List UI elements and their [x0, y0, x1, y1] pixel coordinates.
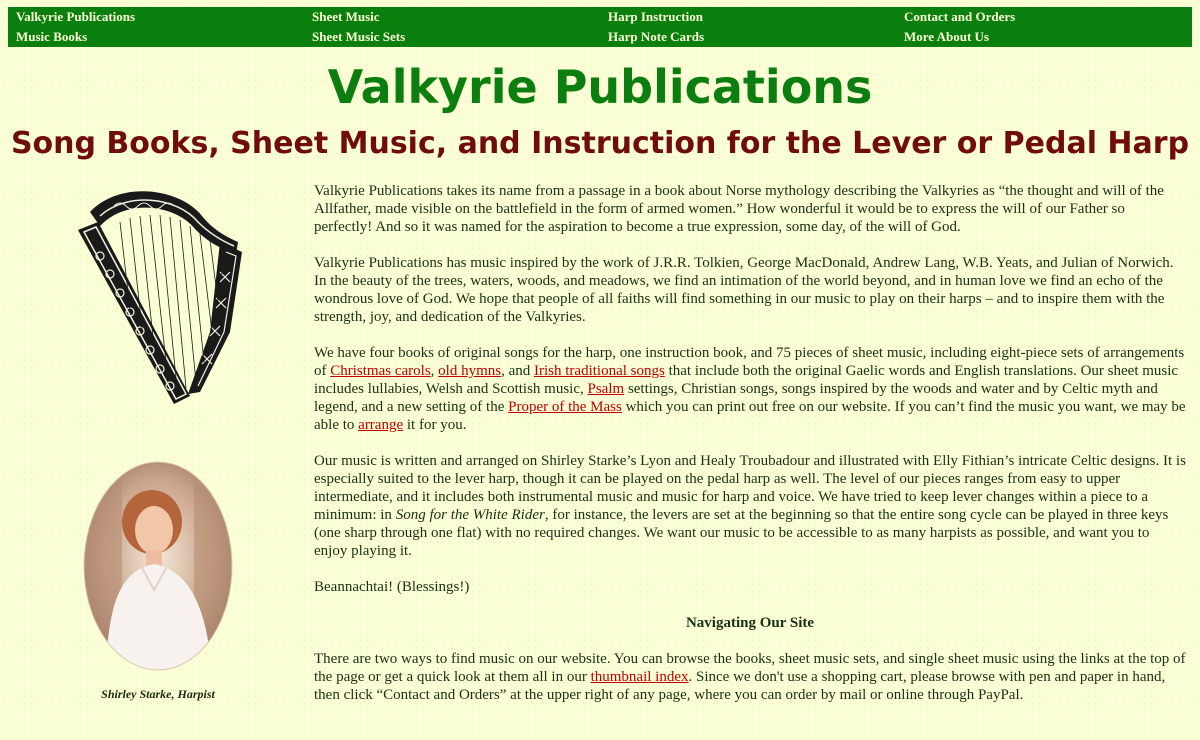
portrait-caption: Shirley Starke, Harpist [101, 687, 215, 701]
intro-paragraph: Valkyrie Publications takes its name from a passage in a book about Norse mythology describing the Valkyries as “the thought and will of the Allfather, made visible on the battlefield in the form of armed women.” How wonderful it would be to express the will of our Father so perfectly! And so it was named for the aspiration to become a true expression, some day, of the will of God. [314, 183, 1164, 235]
nav-link-sheet-music-sets[interactable]: Sheet Music Sets [312, 29, 406, 44]
text-span: settings, Christian songs, songs inspired by the woods and water and by Celtic myth and legend, and a new setting of the [314, 381, 1158, 415]
nav-link-more-about-us[interactable]: More About Us [904, 29, 989, 44]
nav-link-music-books[interactable]: Music Books [16, 29, 88, 44]
text-span: Our music is written and arranged on Shirley Starke’s Lyon and Healy Troubadour and illustrated with Elly Fithian’s intricate Celtic designs. It is especially suited to the lever harp, though it can be played on the pedal harp as well. The level of our pieces ranges from easy to upper intermediate, and it includes both instrumental music and music for harp and voice. We have tried to keep lever changes within a piece to a minimum: in [314, 453, 1186, 523]
song-title-emphasis: Song for the White Rider [395, 507, 545, 523]
old-hymns-link[interactable]: old hymns [438, 363, 502, 379]
nav-link-valkyrie-publications[interactable]: Valkyrie Publications [16, 9, 136, 24]
arrange-link[interactable]: arrange [358, 417, 404, 433]
text-span: , for instance, the levers are set at the beginning so that the entire song cycle can be played in three keys (one sharp through one flat) with no required changes. We want our music to be accessible to as many harpists as possible, and want you to enjoy playing it. [314, 507, 1169, 559]
irish-traditional-songs-link[interactable]: Irish traditional songs [534, 363, 665, 379]
main-content [314, 182, 1186, 722]
celtic-harp-illustration [70, 182, 245, 410]
site-subtitle: Song Books, Sheet Music, and Instruction for the Lever or Pedal Harp [10, 126, 1190, 161]
psalm-link[interactable]: Psalm [587, 381, 625, 397]
nav-link-contact-orders[interactable]: Contact and Orders [904, 9, 1016, 24]
christmas-carols-link[interactable]: Christmas carols [330, 363, 431, 379]
text-span: , and [501, 363, 535, 379]
site-title: Valkyrie Publications [327, 60, 873, 114]
inspiration-paragraph: Valkyrie Publications has music inspired by the work of J.R.R. Tolkien, George MacDonald, Andrew Lang, W.B. Yeats, and Julian of Norwich. In the beauty of the trees, waters, woods, and meadows, we find an intimation of the world beyond, and in human love we find an echo of the wondrous love of God. We hope that people of all faiths will find something in our music to play on their harps – and to inspire them with the strength, joy, and dedication of the Valkyries. [314, 255, 1174, 325]
text-span: There are two ways to find music on our website. You can browse the books, sheet music sets, and single sheet music using the links at the top of the page or get a quick look at them all in our [314, 651, 1186, 685]
catalog-paragraph [314, 344, 1186, 434]
music-details-paragraph [314, 452, 1186, 560]
proper-of-the-mass-link[interactable]: Proper of the Mass [508, 399, 622, 415]
text-span: it for you. [403, 417, 467, 433]
top-nav [8, 7, 1192, 47]
navigating-heading: Navigating Our Site [685, 615, 815, 631]
nav-link-sheet-music[interactable]: Sheet Music [312, 9, 380, 24]
harpist-portrait-photo [82, 460, 234, 672]
blessings-paragraph: Beannachtai! (Blessings!) [314, 579, 470, 595]
navigation-paragraph [314, 650, 1186, 704]
nav-link-harp-note-cards[interactable]: Harp Note Cards [608, 29, 705, 44]
text-span: , [430, 363, 439, 379]
text-span: that include both the original Gaelic words and English translations. Our sheet music includes lullabies, Welsh and Scottish music, [314, 363, 1179, 397]
text-span: . Since we don't use a shopping cart, please browse with pen and paper in hand, then click “Contact and Orders” at the upper right of any page, where you can order by mail or online through PayPal. [314, 669, 1166, 703]
thumbnail-index-link[interactable]: thumbnail index [590, 669, 689, 685]
text-span: We have four books of original songs for the harp, one instruction book, and 75 pieces of sheet music, including eight-piece sets of arrangements of [314, 345, 1185, 379]
nav-link-harp-instruction[interactable]: Harp Instruction [608, 9, 703, 24]
text-span: which you can print out free on our website. If you can’t find the music you want, we may be able to [314, 399, 1186, 433]
